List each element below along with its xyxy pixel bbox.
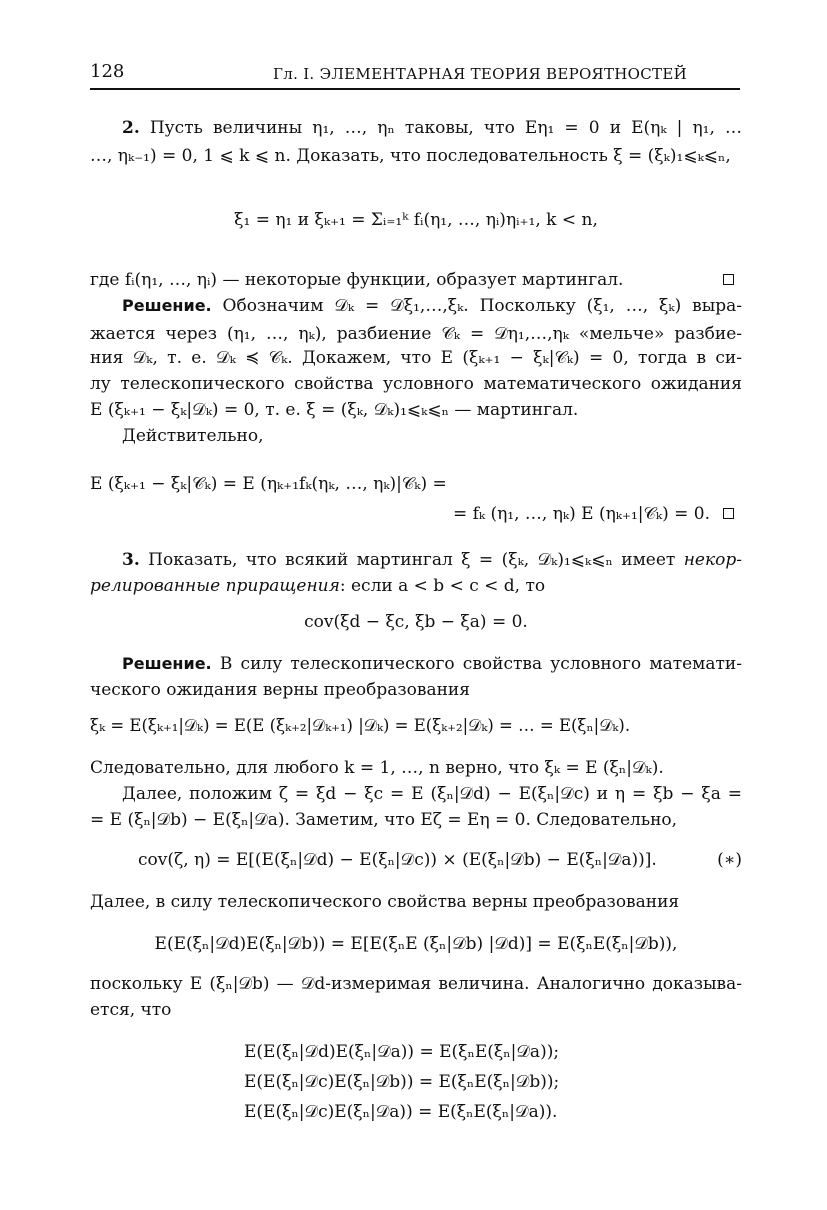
- solution3-eq4: E(E(ξₙ|𝒟d)E(ξₙ|𝒟a)) = E(ξₙE(ξₙ|𝒟a));: [244, 1042, 560, 1062]
- problem3-line2: [90, 574, 742, 598]
- header-rule: [90, 88, 740, 90]
- problem2-formula: ξ₁ = η₁ и ξₖ₊₁ = Σᵢ₌₁ᵏ fᵢ(η₁, …, ηᵢ)ηᵢ₊₁, k < n,: [234, 210, 598, 230]
- running-title: Гл. I. ЭЛЕМЕНТАРНАЯ ТЕОРИЯ ВЕРОЯТНОСТЕЙ: [273, 65, 687, 83]
- solution3-label: Решение.: [122, 654, 212, 673]
- problem2-line2: …, ηₖ₋₁) = 0, 1 ⩽ k ⩽ n. Доказать, что последовательность ξ = (ξₖ)₁⩽ₖ⩽ₙ,: [90, 146, 731, 166]
- solution3-eq1: ξₖ = E(ξₖ₊₁|𝒟ₖ) = E(E (ξₖ₊₂|𝒟ₖ₊₁) |𝒟ₖ) = E(ξₖ₊₂|𝒟ₖ) = … = E(ξₙ|𝒟ₖ).: [90, 716, 631, 735]
- solution3-eq5: E(E(ξₙ|𝒟c)E(ξₙ|𝒟b)) = E(ξₙE(ξₙ|𝒟b));: [244, 1072, 560, 1092]
- solution2-line4: лу телескопического свойства условного математического ожидания: [90, 374, 742, 394]
- solution2-line6: Действительно,: [122, 426, 264, 446]
- problem2-text-1: Пусть величины η₁, …, ηₙ таковы, что Eη₁ = 0 и E(ηₖ | η₁, …: [149, 118, 742, 138]
- qed-symbol: [723, 508, 734, 519]
- solution3-line4: Далее, положим ζ = ξd − ξc = E (ξₙ|𝒟d) − E(ξₙ|𝒟c) и η = ξb − ξa =: [122, 784, 742, 804]
- problem2-line3: где fᵢ(η₁, …, ηᵢ) — некоторые функции, образует мартингал.: [90, 270, 624, 290]
- problem3-text-1: Показать, что всякий мартингал ξ = (ξₖ, 𝒟ₖ)₁⩽ₖ⩽ₙ имеет: [148, 550, 676, 570]
- solution2-eq2: = fₖ (η₁, …, ηₖ) E (ηₖ₊₁|𝒞ₖ) = 0.: [452, 504, 710, 524]
- solution2-line5: E (ξₖ₊₁ − ξₖ|𝒟ₖ) = 0, т. е. ξ = (ξₖ, 𝒟ₖ)₁⩽ₖ⩽ₙ — мартингал.: [90, 400, 579, 420]
- solution2-text-1: Обозначим 𝒟ₖ = 𝒟ξ₁,…,ξₖ. Поскольку (ξ₁, …, ξₖ) выра-: [222, 296, 743, 316]
- solution3-line1: [122, 652, 742, 676]
- solution2-label: Решение.: [122, 296, 212, 315]
- solution2-line2: жается через (η₁, …, ηₖ), разбиение 𝒞ₖ = 𝒟η₁,…,ηₖ «мельче» разбие-: [90, 324, 742, 344]
- qed-symbol: [723, 274, 734, 285]
- problem3-text-2: : если a < b < c < d, то: [339, 576, 546, 596]
- solution3-eq2-tag: (∗): [717, 850, 742, 870]
- solution3-line5: = E (ξₙ|𝒟b) − E(ξₙ|𝒟a). Заметим, что Eζ = Eη = 0. Следовательно,: [90, 810, 678, 830]
- solution3-text-1: В силу телескопического свойства условного математи-: [219, 654, 743, 674]
- problem3-line1: [122, 548, 742, 572]
- page-number: 128: [90, 61, 125, 82]
- solution3-line7: поскольку E (ξₙ|𝒟b) — 𝒟d-измеримая величина. Аналогично доказыва-: [90, 974, 742, 994]
- solution3-line3: Следовательно, для любого k = 1, …, n верно, что ξₖ = E (ξₙ|𝒟ₖ).: [90, 758, 664, 778]
- solution3-eq2: cov(ζ, η) = E[(E(ξₙ|𝒟d) − E(ξₙ|𝒟c)) × (E(ξₙ|𝒟b) − E(ξₙ|𝒟a))].: [138, 850, 657, 870]
- problem2-number: 2.: [122, 118, 140, 138]
- problem2-line1: [122, 116, 742, 140]
- solution3-line2: ческого ожидания верны преобразования: [90, 680, 470, 700]
- solution3-line8: ется, что: [90, 1000, 172, 1020]
- solution3-eq3: E(E(ξₙ|𝒟d)E(ξₙ|𝒟b)) = E[E(ξₙE (ξₙ|𝒟b) |𝒟d)] = E(ξₙE(ξₙ|𝒟b)),: [154, 934, 678, 954]
- solution3-eq6: E(E(ξₙ|𝒟c)E(ξₙ|𝒟a)) = E(ξₙE(ξₙ|𝒟a)).: [244, 1102, 558, 1122]
- solution3-line6: Далее, в силу телескопического свойства верны преобразования: [90, 892, 680, 912]
- solution2-eq1: E (ξₖ₊₁ − ξₖ|𝒞ₖ) = E (ηₖ₊₁fₖ(ηₖ, …, ηₖ)|𝒞ₖ) =: [90, 474, 447, 494]
- problem3-italic-2: релированные приращения: [90, 576, 340, 596]
- problem3-formula: cov(ξd − ξc, ξb − ξa) = 0.: [304, 612, 528, 632]
- solution2-line1: [122, 294, 742, 318]
- problem3-italic-1: некор-: [683, 550, 743, 570]
- problem3-number: 3.: [122, 550, 140, 570]
- solution2-line3: ния 𝒟ₖ, т. е. 𝒟ₖ ≼ 𝒞ₖ. Докажем, что E (ξₖ₊₁ − ξₖ|𝒞ₖ) = 0, тогда в си-: [90, 348, 742, 368]
